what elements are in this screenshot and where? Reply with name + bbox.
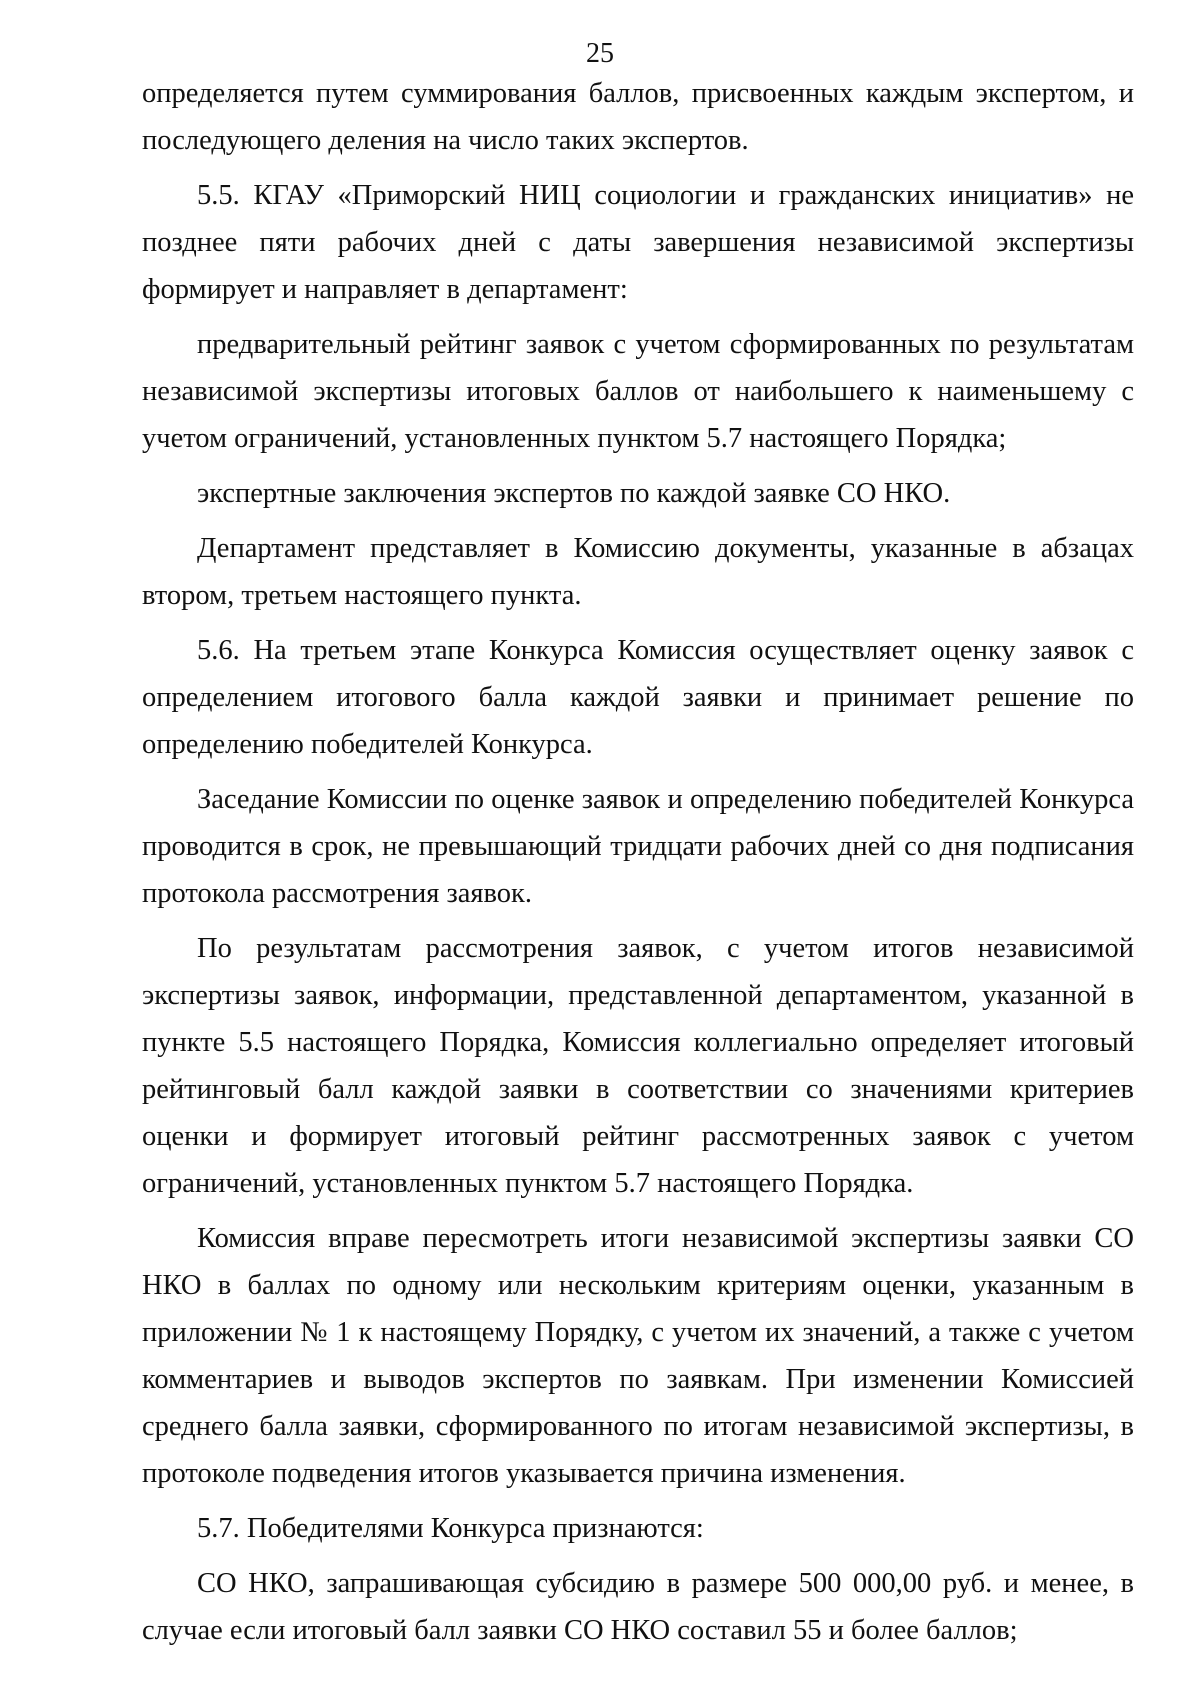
paragraph-5-7: 5.7. Победителями Конкурса признаются: <box>197 1513 704 1544</box>
document-body <box>142 70 1134 1654</box>
paragraph-continuation: определяется путем суммирования баллов, присвоенных каждым экспертом, и последующего деления на число таких экспертов. <box>142 78 1134 156</box>
paragraph-5-6: 5.6. На третьем этапе Конкурса Комиссия осуществляет оценку заявок с определением итогового балла каждой заявки и принимает решение по определению победителей Конкурса. <box>142 635 1134 760</box>
paragraph-commission-meeting: Заседание Комиссии по оценке заявок и определению победителей Конкурса проводится в срок, не превышающий тридцати рабочих дней со дня подписания протокола рассмотрения заявок. <box>142 784 1134 909</box>
paragraph-preliminary-rating: предварительный рейтинг заявок с учетом сформированных по результатам независимой экспертизы итоговых баллов от наибольшего к наименьшему с учетом ограничений, установленных пунктом 5.7 настоящего Порядка; <box>142 329 1134 454</box>
page-number: 25 <box>586 38 614 69</box>
paragraph-department-submits: Департамент представляет в Комиссию документы, указанные в абзацах втором, третьем настоящего пункта. <box>142 533 1134 611</box>
paragraph-review-results: По результатам рассмотрения заявок, с учетом итогов независимой экспертизы заявок, информации, представленной департаментом, указанной в пункте 5.5 настоящего Порядка, Комиссия коллегиально определяет итоговый рейтинговый балл каждой заявки в соответствии со значениями критериев оценки и формирует итоговый рейтинг рассмотренных заявок с учетом ограничений, установленных пунктом 5.7 настоящего Порядка. <box>142 933 1134 1199</box>
paragraph-expert-conclusions: экспертные заключения экспертов по каждой заявке СО НКО. <box>197 478 951 509</box>
paragraph-winner-condition: СО НКО, запрашивающая субсидию в размере 500 000,00 руб. и менее, в случае если итоговый балл заявки СО НКО составил 55 и более баллов; <box>142 1568 1134 1646</box>
paragraph-5-5: 5.5. КГАУ «Приморский НИЦ социологии и гражданских инициатив» не позднее пяти рабочих дней с даты завершения независимой экспертизы формирует и направляет в департамент: <box>142 180 1134 305</box>
paragraph-commission-revise: Комиссия вправе пересмотреть итоги независимой экспертизы заявки СО НКО в баллах по одному или нескольким критериям оценки, указанным в приложении № 1 к настоящему Порядку, с учетом их значений, а также с учетом комментариев и выводов экспертов по заявкам. При изменении Комиссией среднего балла заявки, сформированного по итогам независимой экспертизы, в протоколе подведения итогов указывается причина изменения. <box>142 1223 1134 1489</box>
